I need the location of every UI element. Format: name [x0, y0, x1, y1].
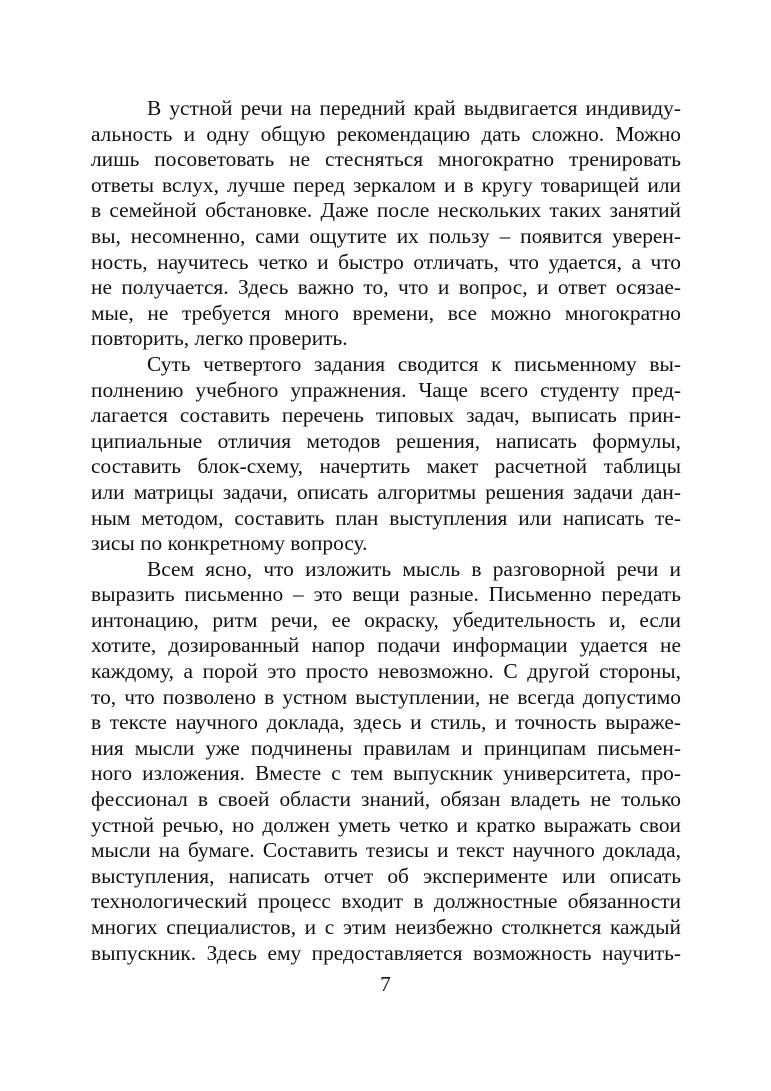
text-line: ность, научитесь четко и быстро отличать, что удается, а что [91, 249, 681, 274]
text-line: повторить, легко проверить. [91, 326, 348, 351]
text-line: каждому, а порой это просто невозможно. С другой стороны, [91, 659, 681, 684]
text-line: Суть четвертого задания сводится к письменному вы- [147, 351, 681, 376]
text-line: ципиальные отличия методов решения, написать формулы, [91, 428, 681, 453]
text-line: выразить письменно – это вещи разные. Письменно передать [91, 582, 681, 607]
text-line: ным методом, составить план выступления или написать те- [91, 505, 681, 530]
text-line: выступления, написать отчет об эксперименте или описать [91, 863, 681, 888]
text-line: В устной речи на передний край выдвигается индивиду- [147, 96, 681, 120]
text-line: Всем ясно, что изложить мысль в разговорной речи и [147, 556, 681, 581]
text-line: ного изложения. Вместе с тем выпускник университета, про- [91, 761, 681, 786]
text-line: хотите, дозированный напор подачи информации удается не [91, 633, 681, 658]
text-line: выпускник. Здесь ему предоставляется возможность научить- [91, 940, 681, 965]
text-line: лишь посоветовать не стесняться многократно тренировать [91, 147, 681, 172]
text-line: полнению учебного упражнения. Чаще всего студенту пред- [91, 377, 681, 402]
text-line: мые, не требуется много времени, все можно многократно [91, 300, 681, 325]
text-line: альность и одну общую рекомендацию дать сложно. Можно [91, 121, 681, 146]
text-line: в тексте научного доклада, здесь и стиль, и точность выраже- [91, 710, 681, 735]
text-line: не получается. Здесь важно то, что и вопрос, и ответ осязае- [91, 275, 681, 300]
text-line: многих специалистов, и с этим неизбежно столкнется каждый [91, 915, 681, 939]
text-line: устной речью, но должен уметь четко и кратко выражать свои [91, 812, 681, 837]
text-line: составить блок-схему, начертить макет расчетной таблицы [91, 454, 681, 479]
text-line: в семейной обстановке. Даже после нескольких таких занятий [91, 198, 681, 223]
text-line: фессионал в своей области знаний, обязан владеть не только [91, 787, 681, 812]
page-number: 7 [380, 972, 391, 996]
text-line: вы, несомненно, сами ощутите их пользу – появится уверен- [91, 223, 681, 248]
text-line: ответы вслух, лучше перед зеркалом и в кругу товарищей или [91, 172, 681, 197]
text-line: то, что позволено в устном выступлении, не всегда допустимо [91, 684, 681, 709]
paragraph [91, 352, 681, 557]
text-line: лагается составить перечень типовых задач, выписать прин- [91, 403, 681, 428]
paragraph [91, 96, 681, 352]
text-line: зисы по конкретному вопросу. [91, 531, 368, 556]
text-line: или матрицы задачи, описать алгоритмы решения задачи дан- [91, 479, 681, 504]
body-text [91, 96, 681, 966]
paragraph [91, 557, 681, 967]
text-line: интонацию, ритм речи, ее окраску, убедительность и, если [91, 607, 681, 632]
text-line: ния мысли уже подчинены правилам и принципам письмен- [91, 735, 681, 760]
text-line: технологический процесс входит в должностные обязанности [91, 889, 681, 914]
text-line: мысли на бумаге. Составить тезисы и текст научного доклада, [91, 838, 681, 863]
